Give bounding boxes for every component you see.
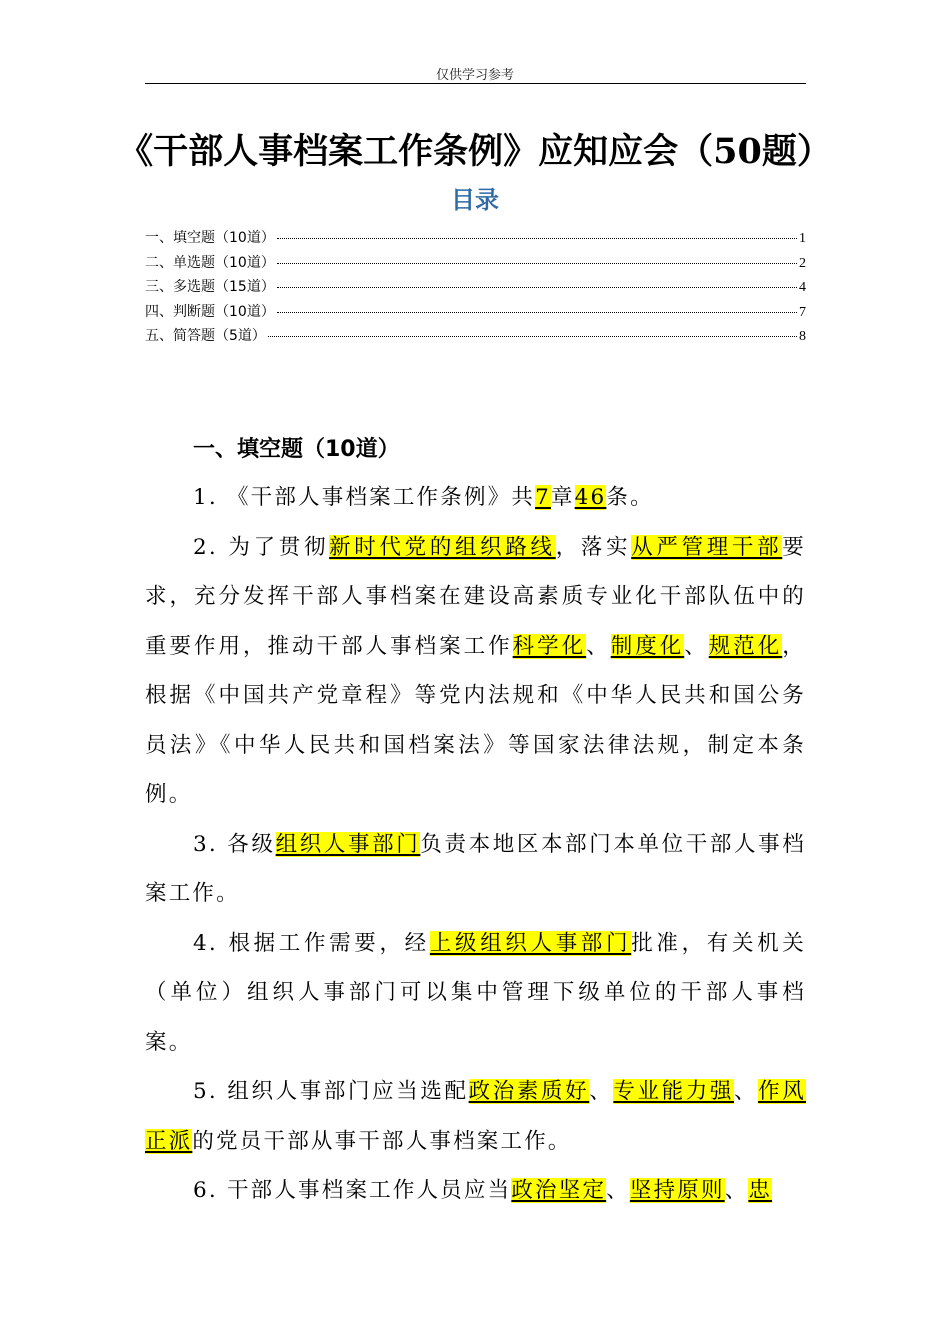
toc-entry-page: 4 (799, 280, 806, 295)
toc-entry[interactable] (145, 325, 806, 350)
question-number: 4. (193, 930, 229, 956)
question-text: 、 (684, 633, 709, 659)
question-text: 、 (586, 633, 611, 659)
question-number: 1. (193, 485, 227, 510)
question-text: ，落实 (555, 534, 632, 560)
toc-entry-label: 三、多选题（15道） (145, 279, 275, 295)
toc-entry-label: 五、简答题（5道） (145, 328, 266, 344)
toc-leader-dots (268, 336, 797, 337)
question-text: 负责本地区本部门本单位干部人事档案工作。 (145, 831, 807, 906)
answer-highlight: 制度化 (610, 633, 685, 659)
document-title: 《干部人事档案工作条例》应知应会（50题） (118, 131, 832, 172)
section-heading: 一、填空题（10道） (193, 437, 400, 462)
question-number: 3. (193, 831, 228, 857)
page-header: 仅供学习参考 (435, 68, 514, 83)
toc-leader-dots (277, 287, 797, 288)
question-number: 5. (193, 1079, 228, 1104)
question-text: 、 (724, 1178, 749, 1203)
toc-entry-page: 7 (799, 304, 806, 320)
question-text: 各级 (227, 831, 276, 857)
answer-highlight: 新时代党的组织路线 (329, 534, 556, 560)
question-text: 、 (606, 1178, 630, 1203)
answer-highlight: 从严管理干部 (631, 534, 783, 560)
question-text: 要求，充分发挥干部人事档案在建设高素质专业化干部队伍中的重要作用，推动干部人事档案工作 (145, 534, 806, 659)
toc-entry-page: 1 (799, 231, 806, 246)
answer-highlight: 上级组织人事部门 (429, 930, 632, 956)
question-item (145, 1067, 806, 1166)
answer-highlight: 坚持原则 (629, 1178, 725, 1203)
question-text: 组织人事部门应当选配 (227, 1079, 469, 1104)
toc-entry-page: 2 (799, 255, 806, 271)
toc-entry[interactable] (145, 252, 806, 277)
toc-leader-dots (277, 312, 797, 313)
question-text: 、 (734, 1079, 759, 1104)
header-rule (145, 83, 806, 84)
question-item (145, 820, 806, 919)
question-text: 批准，有关机关（单位）组织人事部门可以集中管理下级单位的干部人事档案。 (145, 930, 807, 1055)
answer-highlight: 科学化 (512, 633, 587, 659)
toc-entry-page: 8 (799, 329, 806, 344)
answer-highlight: 忠 (748, 1178, 773, 1203)
question-text: 的党员干部从事干部人事档案工作。 (192, 1128, 572, 1154)
question-list (145, 473, 806, 1216)
question-text: 为了贯彻 (228, 534, 330, 560)
answer-highlight: 组织人事部门 (275, 831, 421, 857)
question-text: 《干部人事档案工作条例》共 (226, 485, 536, 510)
question-text: 章 (550, 485, 575, 510)
answer-highlight: 7 (535, 485, 551, 510)
question-text: ，根据《中国共产党章程》等党内法规和《中华人民共和国公务员法》《中华人民共和国档案法》等国家法律法规，制定本条例。 (145, 633, 806, 807)
question-item (145, 473, 806, 523)
toc-entry-label: 二、单选题（10道） (145, 254, 275, 271)
toc-entry[interactable] (145, 276, 806, 301)
table-of-contents (145, 227, 806, 350)
question-text: 干部人事档案工作人员应当 (226, 1178, 512, 1203)
question-item (145, 919, 806, 1068)
question-text: 根据工作需要，经 (228, 930, 430, 956)
question-text: 、 (589, 1079, 614, 1104)
question-item (145, 1166, 806, 1216)
question-item (145, 523, 806, 820)
answer-highlight: 政治坚定 (511, 1178, 607, 1203)
question-text: 条。 (606, 485, 654, 510)
answer-highlight: 46 (574, 485, 607, 510)
answer-highlight: 作风正派 (145, 1079, 806, 1154)
toc-entry[interactable] (145, 301, 806, 326)
toc-entry[interactable] (145, 227, 806, 252)
answer-highlight: 规范化 (708, 633, 783, 659)
toc-leader-dots (277, 263, 797, 264)
toc-leader-dots (277, 238, 797, 239)
toc-title: 目录 (451, 186, 499, 214)
question-number: 6. (193, 1178, 227, 1203)
question-number: 2. (193, 534, 229, 560)
toc-entry-label: 一、填空题（10道） (145, 230, 275, 246)
toc-entry-label: 四、判断题（10道） (145, 303, 275, 320)
answer-highlight: 专业能力强 (613, 1079, 734, 1104)
answer-highlight: 政治素质好 (468, 1079, 590, 1104)
